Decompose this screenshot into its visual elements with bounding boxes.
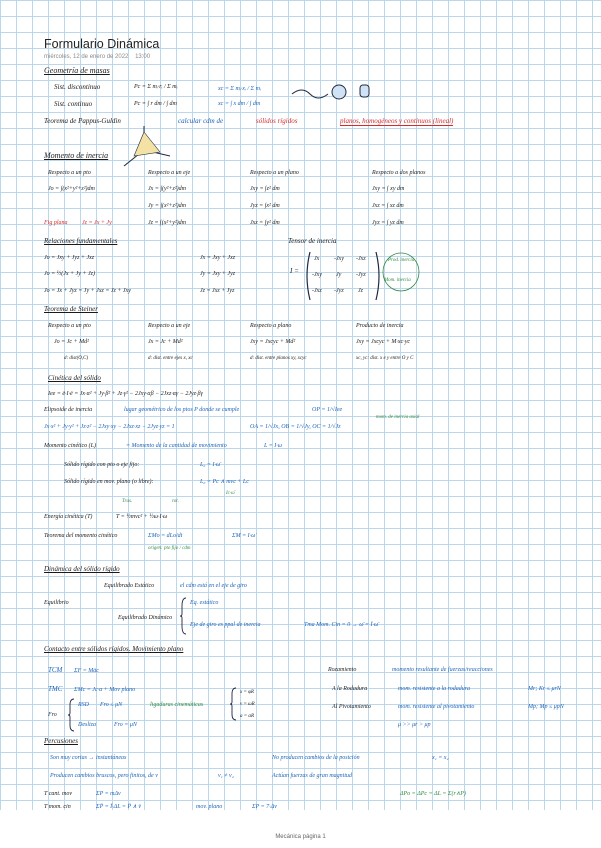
formula-st4: Jxy = Jxcyc + M·xc·yc <box>356 339 411 345</box>
eq-din-brace <box>180 596 188 636</box>
text-eq-estatico: el cdm está en el eje de giro <box>180 583 247 589</box>
label-fig-plana: Fig plana <box>44 220 68 226</box>
formula-tcm: ΣF = Māc <box>74 668 99 674</box>
label-pappus: Teorema de Pappus-Guldin <box>44 117 121 125</box>
label-equilibrio: Equilibrio <box>44 600 69 606</box>
formula-tcant: ΣP = mΔv <box>96 791 121 797</box>
formula-energia: T = ½mvc² + ½ω·I·ω <box>116 514 168 520</box>
text-pappus-desc: calcular cdm de <box>178 117 224 125</box>
label-pivotamiento: Al Pivotamiento <box>332 704 371 710</box>
matrix-m13: -Jxz <box>356 256 366 262</box>
matrix-m31: -Jxz <box>312 288 322 294</box>
formula-elipsoide-op: OP = 1/√Iee <box>312 407 343 413</box>
label-fro: Fro <box>48 712 57 718</box>
label-tcant: T cant. mov <box>44 791 73 797</box>
matrix-m22: Jy <box>336 272 342 278</box>
label-elipsoide: Elipsoide de inercia <box>44 407 93 413</box>
axes-sketch-icon <box>112 122 176 172</box>
shapes-sketch-icon <box>288 78 388 106</box>
label-en-rot: rot. <box>172 499 179 504</box>
formula-lig3: a = αR <box>240 714 255 719</box>
formula-cinetica: Iee = ē·I·ē = Jx·α² + Jy·β² + Jz·γ² − 2Jxy·αβ − 2Jxz·αγ − 2Jyz·βγ <box>48 391 203 397</box>
formula-pc-cont: Pc = ∫ r dm / ∫ dm <box>134 101 177 107</box>
formula-tmc2: ΣMc = Jc·α + Mov plano <box>74 687 136 693</box>
formula-lig1: x = φR <box>240 690 254 695</box>
formula-jyz: Jyz = ∫x² dm <box>250 203 280 209</box>
matrix-m12: -Jxy <box>334 256 344 262</box>
tensor-note-prod: Prod. inercia <box>388 258 415 263</box>
formula-jz: Jz = ∫(x²+y²)dm <box>148 220 186 226</box>
formula-rel4: Jx = Jxy + Jxz <box>200 255 236 261</box>
note-tmc: origen: pto fijo / cdm <box>148 546 191 551</box>
section-relaciones: Relaciones fundamentales <box>44 237 118 245</box>
formula-jxz2: Jxz = ∫ xz dm <box>372 203 404 209</box>
label-tmom: T mom. cin <box>44 804 71 810</box>
label-tcm: TCM <box>48 666 63 674</box>
formula-rel1: Jo = Jxy + Jyz + Jxz <box>44 255 95 261</box>
formula-st3: Jxy = Jxcyc + Md² <box>250 339 296 345</box>
formula-jy: Jy = ∫(x²+z²)dm <box>148 203 186 209</box>
matrix-m23: -Jyz <box>356 272 366 278</box>
tensor-annotation-loop <box>380 250 422 294</box>
note-elipsoide: mom. de inercia axial <box>376 415 420 420</box>
formula-xc-disc: xc = Σ mᵢ·xᵢ / Σ mᵢ <box>218 86 261 92</box>
text-rsd-lig: ligaduras cinemáticas <box>150 702 204 708</box>
formula-jxy2: Jxy = ∫ xy dm <box>372 186 405 192</box>
label-eq-estatico: Equilibrado Estático <box>104 583 155 589</box>
formula-pivotamiento: Mp; Mp ≤ μpN <box>528 704 564 710</box>
time-text: 13:00 <box>135 54 151 60</box>
page-title: Formulario Dinámica <box>44 37 160 51</box>
text-perc1: Son muy cortas → instantáneas <box>50 755 127 761</box>
note-st3: d: dist. entre planos xy, xcyc <box>250 356 307 361</box>
formula-tmc: ΣMo = dLo/dt <box>148 533 183 539</box>
formula-rodadura: Mr; Kr ≤ μrN <box>528 686 561 692</box>
tensor-note-mom: Mom. inercia <box>384 278 411 283</box>
formula-mc-libre-sub: Ic·ω̄ <box>226 491 235 496</box>
text-perc3: Producen cambios bruscos, pero finitos, de v <box>50 773 158 779</box>
page-date <box>44 54 150 60</box>
label-tmc2: TMC <box>48 685 63 693</box>
label-sist-continuo: Sist. continuo <box>54 100 93 108</box>
section-tensor: Tensor de inercia <box>288 237 337 245</box>
formula-xc-cont: xc = ∫ x dm / ∫ dm <box>218 101 261 107</box>
text-eq-din2: Eje de giro es ppal de inercia <box>190 622 261 628</box>
header-resp-punto: Respecto a un pto <box>48 170 91 176</box>
formula-mc: L = I·ω <box>264 443 283 449</box>
text-mc-desc: = Momento de la cantidad de movimiento <box>126 443 227 449</box>
text-rozamiento: momento resultante de fuerzas/reacciones <box>392 667 493 673</box>
header-resp-dos: Respecto a dos planos <box>372 170 426 176</box>
formula-mc-fijo: L₀ = I·ω̄ <box>200 462 221 468</box>
formula-tmc-res: ΣM = I·ω̇ <box>232 533 256 539</box>
text-perc2: No producen cambios de la posición <box>272 755 360 761</box>
formula-desliza: Fro = μN <box>114 722 137 728</box>
formula-rel3: Jo = Jx + Jyz = Jy + Jxz = Jz + Jxy <box>44 288 131 294</box>
fro-brace <box>68 697 76 733</box>
section-dinamica: Dinámica del sólido rígido <box>44 565 120 573</box>
header-st-pto: Respecto a un pto <box>48 323 91 329</box>
formula-rsd: Fro ≤ μN <box>100 702 123 708</box>
text-pivotamiento: mom. resistente al pivotamiento <box>398 704 475 710</box>
text-eq-din1: Eq. estático <box>190 600 219 606</box>
label-rozamiento: Rozamiento <box>328 667 357 673</box>
section-geometria-masas: Geometría de masas <box>44 66 110 75</box>
label-en-tras: Tras. <box>122 499 133 504</box>
text-eq-din3: Tma Mom. Cin = 0 → ω̄ = Ī·ω̄ <box>304 622 379 628</box>
text-elipsoide-desc: lugar geométrico de los ptos P donde se cumple <box>124 407 240 413</box>
page-footer: Mecánica página 1 <box>275 834 326 840</box>
formula-perc2: x₁ = x₂ <box>432 755 449 761</box>
formula-jx: Jx = ∫(y²+z²)dm <box>148 186 186 192</box>
label-mc-libre: Sólido rígido en mov. plano (o libre): <box>64 479 154 485</box>
ligaduras-brace <box>230 686 238 722</box>
section-steiner: Teorema de Steiner <box>44 305 98 313</box>
text-perc4: Actúan fuerzas de gran magnitud <box>272 773 352 779</box>
formula-elipsoide: Jx·x² + Jy·y² + Jz·z² − 2Jxy·xy − 2Jxz·xz − 2Jyz·yz = 1 <box>44 424 175 430</box>
label-rsd: RSD <box>78 702 89 708</box>
text-pappus-solidos: sólidos rígidos <box>256 117 298 125</box>
formula-jxz: Jxz = ∫y² dm <box>250 220 280 226</box>
label-rodadura: A la Rodadura <box>332 686 368 692</box>
header-st-eje: Respecto a un eje <box>148 323 191 329</box>
header-resp-eje: Respecto a un eje <box>148 170 191 176</box>
formula-tcant-res: ΔPo = ΔPc = ΔL = Σ(r∧P) <box>400 791 466 797</box>
tensor-symbol: I = <box>290 267 299 275</box>
formula-mc-libre: L₀ = Pc ∧ mvc + Lc <box>200 479 249 485</box>
formula-elipsoide-ejes: OA = 1/√Jx, OB = 1/√Jy, OC = 1/√Jz <box>250 424 341 430</box>
date-text: miércoles, 12 de enero de 2022 <box>44 54 129 60</box>
text-pappus-cond: planos, homogéneos y continuos (lineal) <box>340 117 454 125</box>
matrix-m21: -Jxy <box>312 272 322 278</box>
section-cinetica: Cinética del sólido <box>48 374 101 382</box>
note-st2: d: dist. entre ejes x, xc <box>148 356 193 361</box>
label-mc-fijo: Sólido rígido con pto o eje fijo: <box>64 462 140 468</box>
formula-rel6: Jz = Jxz + Jyz <box>200 288 235 294</box>
note-st4: xc, yc: dist. x e y entre O y C <box>356 356 414 361</box>
section-contacto: Contacto entre sólidos rígidos. Movimiento plano <box>44 645 184 653</box>
text-rodadura: mom. resistente a la rodadura <box>398 686 471 692</box>
formula-rel5: Jy = Jxy + Jyz <box>200 271 236 277</box>
formula-st2: Jx = Jc + Md² <box>148 339 183 345</box>
formula-st1: Jo = Jc + Md² <box>54 339 89 345</box>
formula-perc3: v₁ ≠ v₂ <box>218 773 234 779</box>
label-desliza: Desliza <box>78 722 96 728</box>
formula-jo: Jo = ∫(x²+y²+z²)dm <box>48 186 95 192</box>
formula-rel2: Jo = ½(Jx + Jy + Jz) <box>44 271 95 277</box>
section-momento-inercia: Momento de inercia <box>44 151 109 160</box>
formula-tmom-res: ΣP = 7·Δv <box>252 804 277 810</box>
matrix-m11: Jx <box>314 256 320 262</box>
matrix-m32: -Jyz <box>334 288 344 294</box>
label-sist-discontinuo: Sist. discontinuo <box>54 83 101 91</box>
formula-fig-plana: Jz = Jx + Jy <box>82 220 112 226</box>
note-st1: d: dist(O,C) <box>64 356 89 361</box>
formula-pc-disc: Pc = Σ mᵢ·rᵢ / Σ mᵢ <box>134 84 178 90</box>
formula-jyz2: Jyz = ∫ yz dm <box>372 220 404 226</box>
header-st-prod: Producto de inercia <box>356 323 404 329</box>
text-tmom-plano: mov. plano <box>196 804 223 810</box>
formula-mu: μ >> μr > μp <box>398 722 431 728</box>
label-tmc: Teorema del momento cinético <box>44 533 118 539</box>
label-energia: Energía cinética (T) <box>44 514 93 520</box>
formula-jxy: Jxy = ∫z² dm <box>250 186 280 192</box>
section-percusiones: Percusiones <box>44 737 78 745</box>
formula-lig2: v = ωR <box>240 702 255 707</box>
label-eq-dinamico: Equilibrado Dinámico <box>118 615 173 621</box>
header-st-plano: Respecto a plano <box>250 323 292 329</box>
label-momento-cinetico: Momento cinético (L) <box>44 443 96 449</box>
matrix-m33: Jz <box>358 288 363 294</box>
header-resp-plano: Respecto a un plano <box>250 170 299 176</box>
formula-tmom: ΣP̄ = Ī·ΔL = P̄ ∧ v̄ <box>96 804 142 810</box>
